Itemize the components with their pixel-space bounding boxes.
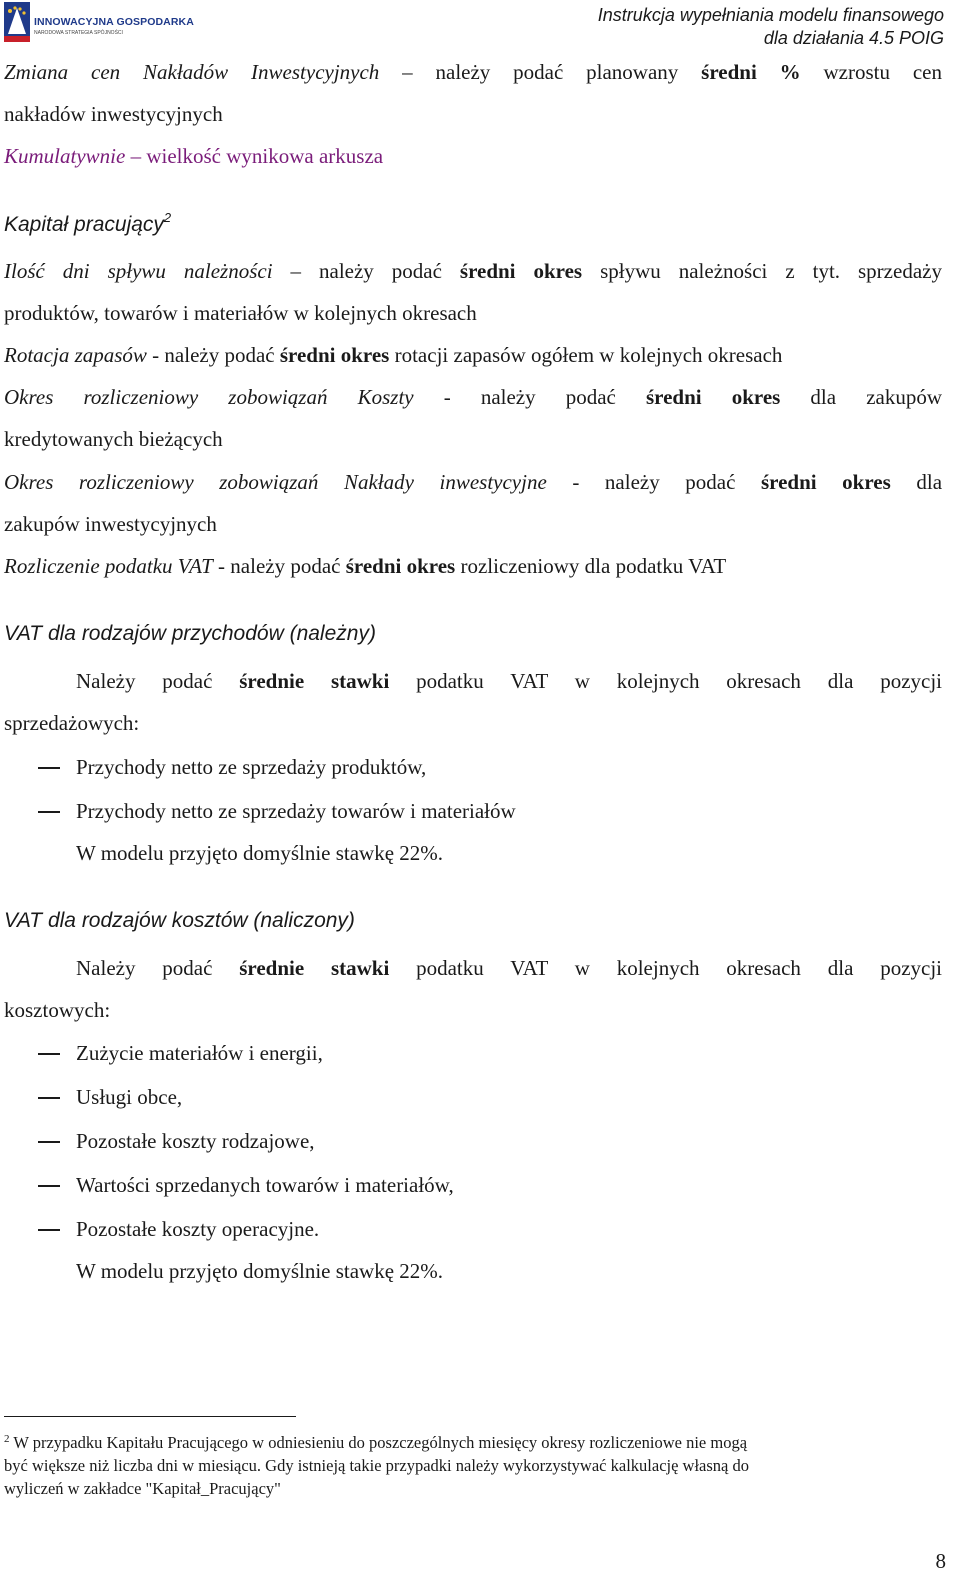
text: podatku VAT w kolejnych okresach dla pozycji (389, 669, 943, 693)
bold-term: średni okres (459, 259, 583, 283)
text: rozliczeniowy dla podatku VAT (455, 554, 727, 578)
text: rotacji zapasów ogółem w kolejnych okresach (389, 343, 783, 367)
bold-term: średni okres (645, 385, 781, 409)
paragraph-receivables-line-2: produktów, towarów i materiałów w kolejnych okresach (4, 301, 477, 325)
text: Należy podać (76, 956, 240, 980)
paragraph-payables-costs-line-2: kredytowanych bieżących (4, 427, 223, 451)
footnote-ref: 2 (163, 210, 172, 225)
document-title-line-2: dla działania 4.5 POIG (763, 28, 944, 48)
text: dla zakupów (780, 385, 943, 409)
vat-sales-intro-line-2: sprzedażowych: (4, 711, 140, 735)
paragraph-price-change-line-2: nakładów inwestycyjnych (4, 102, 223, 126)
paragraph-payables-investment (4, 472, 942, 493)
paragraph-cumulative (4, 146, 383, 167)
paragraph-vat-settlement (4, 556, 726, 577)
footnote-line-1 (4, 1428, 749, 1454)
vat-costs-note: W modelu przyjęto domyślnie stawkę 22%. (76, 1259, 444, 1283)
footnote (4, 1428, 749, 1500)
bold-term: średni okres (760, 470, 891, 494)
bold-term: średnie stawki (239, 669, 390, 693)
text: - należy podać (413, 385, 646, 409)
bold-term: średnie stawki (239, 956, 390, 980)
list-dash (38, 1229, 60, 1231)
list-dash (38, 767, 60, 769)
vat-sales-intro (76, 671, 942, 692)
footnote-separator (4, 1416, 296, 1417)
text: - należy podać (146, 343, 280, 367)
bold-term: średni % (701, 60, 801, 84)
list-item: Przychody netto ze sprzedaży towarów i materiałów (76, 799, 516, 823)
text: - należy podać (546, 470, 761, 494)
term-cumulative: Kumulatywnie (4, 144, 126, 168)
vat-sales-heading: VAT dla rodzajów przychodów (należny) (4, 622, 376, 645)
footnote-number: 2 (4, 1433, 10, 1445)
text: Należy podać (76, 669, 240, 693)
list-item: Zużycie materiałów i energii, (76, 1041, 323, 1065)
logo-title: INNOWACYJNA GOSPODARKA (34, 16, 194, 28)
term-price-change: Zmiana cen Nakładów Inwestycyjnych (4, 60, 380, 84)
text: - należy podać (212, 554, 346, 578)
document-title (598, 4, 944, 50)
working-capital-heading (4, 210, 171, 237)
list-item: Pozostałe koszty rodzajowe, (76, 1129, 315, 1153)
text: – należy podać planowany (379, 60, 702, 84)
text: – wielkość wynikowa arkusza (125, 144, 384, 168)
list-dash (38, 1185, 60, 1187)
term-vat-settlement: Rozliczenie podatku VAT (4, 554, 213, 578)
vat-costs-heading: VAT dla rodzajów kosztów (naliczony) (4, 909, 355, 932)
page-number: 8 (935, 1549, 946, 1573)
list-item: Wartości sprzedanych towarów i materiałów, (76, 1173, 454, 1197)
footnote-line-2: być większe niż liczba dni w miesiącu. Gdy istnieją takie przypadki należy wykorzystywać kalkulację własną do (4, 1456, 749, 1475)
paragraph-price-change (4, 62, 942, 83)
paragraph-payables-investment-line-2: zakupów inwestycyjnych (4, 512, 217, 536)
list-dash (38, 1097, 60, 1099)
list-item: Pozostałe koszty operacyjne. (76, 1217, 320, 1241)
vat-sales-note: W modelu przyjęto domyślnie stawkę 22%. (76, 841, 444, 865)
logo-subtitle: NARODOWA STRATEGIA SPÓJNOŚCI (34, 30, 123, 36)
text: spływu należności z tyt. sprzedaży (582, 259, 942, 283)
text: – należy podać (272, 259, 460, 283)
text: dla (890, 470, 943, 494)
footnote-text: W przypadku Kapitału Pracującego w odniesieniu do poszczególnych miesięcy okresy rozliczeniowe nie mogą (9, 1433, 748, 1452)
vat-costs-intro-line-2: kosztowych: (4, 998, 111, 1022)
list-item: Usługi obce, (76, 1085, 183, 1109)
paragraph-receivables (4, 261, 942, 282)
term-receivables: Ilość dni spływu należności (4, 259, 273, 283)
list-dash (38, 1053, 60, 1055)
footnote-line-3: wyliczeń w zakładce "Kapitał_Pracujący" (4, 1479, 281, 1498)
term-payables-costs: Okres rozliczeniowy zobowiązań Koszty (4, 385, 414, 409)
bold-term: średni okres (345, 554, 456, 578)
term-inventory: Rotacja zapasów (4, 343, 147, 367)
document-title-line-1: Instrukcja wypełniania modelu finansowego (597, 5, 944, 25)
text: wzrostu cen (800, 60, 942, 84)
logo (4, 2, 204, 42)
paragraph-payables-costs (4, 387, 942, 408)
text: podatku VAT w kolejnych okresach dla pozycji (389, 956, 943, 980)
innovative-economy-logo-icon (4, 2, 30, 42)
list-item: Przychody netto ze sprzedaży produktów, (76, 755, 427, 779)
list-dash (38, 811, 60, 813)
term-payables-investment: Okres rozliczeniowy zobowiązań Nakłady inwestycyjne (4, 470, 547, 494)
list-dash (38, 1141, 60, 1143)
paragraph-inventory (4, 345, 782, 366)
heading-text: Kapitał pracujący (4, 213, 164, 236)
bold-term: średni okres (279, 343, 390, 367)
vat-costs-intro (76, 958, 942, 979)
